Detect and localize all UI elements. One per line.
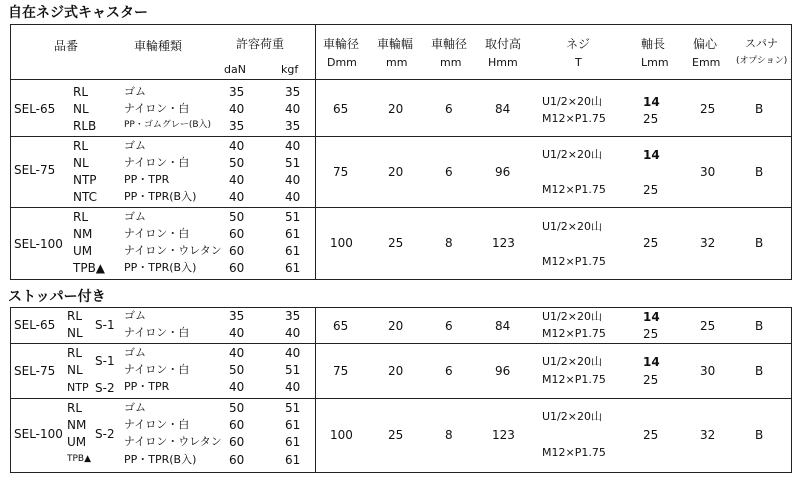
load-dan: 35 — [229, 85, 245, 99]
table1-col-divider — [315, 24, 316, 280]
spanner-value: B — [755, 319, 764, 333]
load-dan: 50 — [229, 401, 245, 415]
axle-diameter-value: 6 — [445, 319, 453, 333]
wheel-code: NM — [73, 227, 93, 241]
load-kgf: 61 — [285, 244, 301, 258]
axle-length-value: 14 — [643, 355, 660, 369]
header-mount-height: 取付高 — [485, 37, 522, 51]
wheel-type: PP・TPR — [124, 380, 170, 393]
wheel-code: RL — [73, 139, 89, 153]
load-kgf: 40 — [285, 139, 301, 153]
load-dan: 35 — [229, 119, 245, 133]
offset-value: 32 — [700, 236, 716, 250]
load-kgf: 61 — [285, 453, 301, 467]
axle-length-value: 25 — [643, 112, 659, 126]
axle-diameter-value: 8 — [445, 428, 453, 442]
wheel-code: NM — [67, 418, 87, 432]
header-offset: 偏心 — [693, 37, 718, 51]
mount-height-value: 96 — [495, 165, 511, 179]
load-kgf: 61 — [285, 261, 301, 275]
header-axle-length: 軸長 — [641, 37, 666, 51]
spanner-value: B — [755, 428, 764, 442]
wheel-code: RL — [67, 309, 83, 323]
wheel-diameter-value: 65 — [333, 319, 349, 333]
offset-value: 32 — [700, 428, 716, 442]
axle-diameter-value: 6 — [445, 102, 453, 116]
header-wheel-type: 車輪種類 — [134, 39, 183, 53]
offset-value: 30 — [700, 364, 716, 378]
wheel-code: NTC — [73, 190, 97, 204]
load-kgf: 51 — [285, 401, 301, 415]
spanner-value: B — [755, 165, 764, 179]
wheel-type: ナイロン・白 — [124, 156, 190, 169]
wheel-width-value: 20 — [388, 165, 404, 179]
mount-height-value: 96 — [495, 364, 511, 378]
mount-height-value: 123 — [492, 236, 515, 250]
axle-length-value: 25 — [643, 236, 659, 250]
mount-height-value: 84 — [495, 319, 511, 333]
load-dan: 60 — [229, 244, 245, 258]
load-kgf: 35 — [285, 85, 301, 99]
wheel-type: ゴム — [124, 139, 146, 152]
header-offset-unit: Emm — [692, 56, 721, 69]
wheel-diameter-value: 100 — [330, 236, 353, 250]
wheel-type: PP・TPR(B入) — [124, 261, 197, 274]
screw-spec-2: M12×P1.75 — [542, 183, 606, 196]
section-title-stopper: ストッパー付き — [8, 289, 106, 305]
load-dan: 50 — [229, 210, 245, 224]
stopper-type: S-2 — [95, 381, 115, 395]
wheel-type: ナイロン・ウレタン — [124, 244, 222, 257]
load-kgf: 61 — [285, 435, 301, 449]
wheel-type: PP・ゴムグレー(B入) — [124, 120, 212, 130]
screw-spec-2: M12×P1.75 — [542, 373, 606, 386]
load-dan: 40 — [229, 380, 245, 394]
table2-border-left — [10, 307, 11, 473]
wheel-code: RL — [67, 401, 83, 415]
model-name: SEL-100 — [14, 237, 63, 251]
wheel-width-value: 20 — [388, 319, 404, 333]
wheel-type: PP・TPR(B入) — [124, 190, 197, 203]
load-kgf: 40 — [285, 346, 301, 360]
load-kgf: 40 — [285, 380, 301, 394]
wheel-code: NL — [73, 156, 89, 170]
load-kgf: 61 — [285, 418, 301, 432]
load-kgf: 51 — [285, 156, 301, 170]
load-dan: 60 — [229, 453, 245, 467]
wheel-type: ゴム — [124, 85, 146, 98]
header-axle-diameter-unit: mm — [440, 56, 462, 69]
screw-spec-1: U1/2×20山 — [542, 310, 602, 323]
load-kgf: 40 — [285, 102, 301, 116]
wheel-code: UM — [73, 244, 93, 258]
screw-spec-1: U1/2×20山 — [542, 148, 602, 161]
model-name: SEL-65 — [14, 102, 56, 116]
load-dan: 40 — [229, 102, 245, 116]
load-kgf: 40 — [285, 326, 301, 340]
spanner-value: B — [755, 364, 764, 378]
wheel-code: TPB▲ — [67, 454, 92, 464]
axle-diameter-value: 6 — [445, 364, 453, 378]
screw-spec-2: M12×P1.75 — [542, 446, 606, 459]
axle-length-value: 14 — [643, 95, 660, 109]
wheel-code: RL — [73, 210, 89, 224]
wheel-code: RL — [73, 85, 89, 99]
wheel-type: ゴム — [124, 401, 146, 414]
stopper-type: S-1 — [95, 318, 115, 332]
header-axle-length-unit: Lmm — [641, 56, 669, 69]
table2-border-right — [791, 307, 792, 473]
axle-diameter-value: 6 — [445, 165, 453, 179]
load-kgf: 35 — [285, 119, 301, 133]
wheel-diameter-value: 75 — [333, 364, 349, 378]
load-kgf: 51 — [285, 210, 301, 224]
load-dan: 35 — [229, 309, 245, 323]
wheel-type: ナイロン・ウレタン — [124, 435, 222, 448]
load-dan: 50 — [229, 363, 245, 377]
load-kgf: 40 — [285, 190, 301, 204]
header-wheel-width: 車輪幅 — [377, 37, 414, 51]
header-spanner: スパナ — [745, 37, 778, 50]
load-dan: 40 — [229, 173, 245, 187]
wheel-diameter-value: 75 — [333, 165, 349, 179]
wheel-code: NTP — [73, 173, 97, 187]
wheel-type: ナイロン・白 — [124, 326, 190, 339]
wheel-width-value: 20 — [388, 364, 404, 378]
header-wheel-width-unit: mm — [386, 56, 408, 69]
model-name: SEL-65 — [14, 318, 56, 332]
spanner-value: B — [755, 236, 764, 250]
wheel-type: ナイロン・白 — [124, 102, 190, 115]
load-kgf: 51 — [285, 363, 301, 377]
load-dan: 60 — [229, 435, 245, 449]
load-dan: 60 — [229, 227, 245, 241]
load-dan: 40 — [229, 326, 245, 340]
offset-value: 25 — [700, 319, 716, 333]
header-screw: ネジ — [566, 37, 591, 51]
screw-spec-1: U1/2×20山 — [542, 95, 602, 108]
load-dan: 60 — [229, 418, 245, 432]
offset-value: 25 — [700, 102, 716, 116]
screw-spec-2: M12×P1.75 — [542, 255, 606, 268]
axle-length-value: 25 — [643, 183, 659, 197]
stopper-type: S-2 — [95, 427, 115, 441]
wheel-code: NL — [73, 102, 89, 116]
table1-header-divider — [10, 79, 792, 80]
mount-height-value: 84 — [495, 102, 511, 116]
load-dan: 40 — [229, 139, 245, 153]
wheel-diameter-value: 65 — [333, 102, 349, 116]
load-dan: 40 — [229, 190, 245, 204]
axle-length-value: 25 — [643, 428, 659, 442]
table2-col-divider — [315, 307, 316, 473]
table1-border-left — [10, 24, 11, 280]
header-allowable-load: 許容荷重 — [236, 37, 285, 51]
header-part-number: 品番 — [54, 39, 79, 53]
wheel-code: NL — [67, 363, 83, 377]
load-kgf: 61 — [285, 227, 301, 241]
table2-row-divider-2 — [10, 398, 792, 399]
load-dan: 40 — [229, 346, 245, 360]
axle-diameter-value: 8 — [445, 236, 453, 250]
header-axle-diameter: 車軸径 — [431, 37, 468, 51]
table2-row-divider-1 — [10, 343, 792, 344]
wheel-type: ゴム — [124, 346, 146, 359]
wheel-type: ナイロン・白 — [124, 227, 190, 240]
header-screw-unit: T — [575, 56, 582, 69]
header-wheel-diameter-unit: Dmm — [327, 56, 357, 69]
axle-length-value: 25 — [643, 327, 659, 341]
header-spanner-option: (オプション) — [736, 56, 788, 66]
wheel-width-value: 25 — [388, 236, 404, 250]
wheel-width-value: 20 — [388, 102, 404, 116]
wheel-code: NL — [67, 326, 83, 340]
wheel-type: ナイロン・白 — [124, 363, 190, 376]
stopper-type: S-1 — [95, 354, 115, 368]
wheel-type: PP・TPR — [124, 173, 170, 186]
axle-length-value: 14 — [643, 148, 660, 162]
screw-spec-2: M12×P1.75 — [542, 112, 606, 125]
load-kgf: 35 — [285, 309, 301, 323]
load-dan: 60 — [229, 261, 245, 275]
wheel-width-value: 25 — [388, 428, 404, 442]
table1-row-divider-2 — [10, 207, 792, 208]
header-mount-height-unit: Hmm — [488, 56, 518, 69]
model-name: SEL-75 — [14, 364, 56, 378]
wheel-diameter-value: 100 — [330, 428, 353, 442]
wheel-code: UM — [67, 435, 87, 449]
table1-row-divider-1 — [10, 136, 792, 137]
wheel-type: ゴム — [124, 210, 146, 223]
axle-length-value: 14 — [643, 310, 660, 324]
header-load-dan: daN — [224, 63, 246, 76]
spanner-value: B — [755, 102, 764, 116]
model-name: SEL-100 — [14, 427, 63, 441]
wheel-code: NTP — [67, 381, 89, 394]
table2-border-top — [10, 307, 792, 308]
wheel-code: RL — [67, 346, 83, 360]
wheel-code: RLB — [73, 119, 97, 133]
axle-length-value: 25 — [643, 373, 659, 387]
table1-border-bottom — [10, 279, 792, 280]
model-name: SEL-75 — [14, 163, 56, 177]
wheel-type: ゴム — [124, 309, 146, 322]
table2-border-bottom — [10, 472, 792, 473]
wheel-type: PP・TPR(B入) — [124, 453, 197, 466]
header-load-kgf: kgf — [281, 63, 299, 76]
mount-height-value: 123 — [492, 428, 515, 442]
wheel-code: TPB▲ — [73, 261, 106, 275]
screw-spec-1: U1/2×20山 — [542, 410, 602, 423]
load-kgf: 40 — [285, 173, 301, 187]
screw-spec-1: U1/2×20山 — [542, 220, 602, 233]
wheel-type: ナイロン・白 — [124, 418, 190, 431]
screw-spec-2: M12×P1.75 — [542, 327, 606, 340]
screw-spec-1: U1/2×20山 — [542, 355, 602, 368]
table1-border-right — [791, 24, 792, 280]
header-wheel-diameter: 車輪径 — [323, 37, 360, 51]
table1-border-top — [10, 24, 792, 25]
load-dan: 50 — [229, 156, 245, 170]
offset-value: 30 — [700, 165, 716, 179]
section-title-caster: 自在ネジ式キャスター — [8, 5, 148, 21]
